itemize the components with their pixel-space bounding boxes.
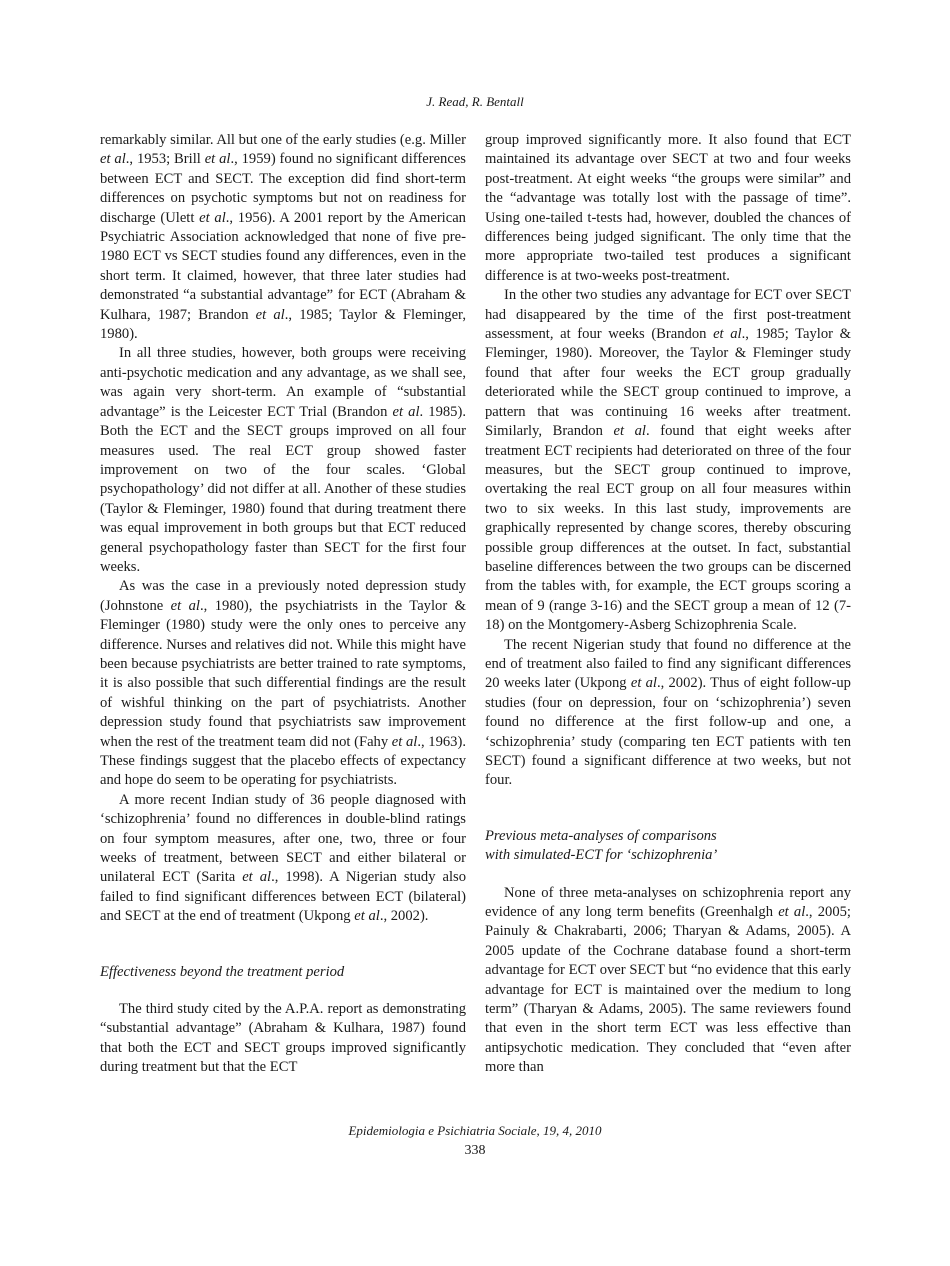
italic-citation: et al <box>392 403 420 420</box>
italic-citation: et al <box>170 597 200 614</box>
paragraph: The recent Nigerian study that found no difference at the end of treatment also failed to find any significant differences 20 weeks later (Ukpong et al., 2002). Thus of eight follow-up studies (four on depression, four on ‘schizophrenia’) seven found no difference at the first follow-up and one, a ‘schizophrenia’ study (comparing ten ECT patients with ten SECT) found a significant difference at two weeks, but not four. <box>485 636 851 789</box>
italic-citation: et al <box>199 209 226 226</box>
italic-citation: et al <box>630 675 657 692</box>
paragraph: In the other two studies any advantage for ECT over SECT had disappeared by the time of the first post-treatment assessment, at four weeks (Brandon et al., 1985; Taylor & Fleminger, 1980). Moreover, the Taylor & Fleminger study found that after four weeks the ECT group gradually deteriorated while the SECT group continued to improve, a pattern that was continuing 16 weeks after treatment. Similarly, Brandon et al. found that eight weeks after treatment ECT recipients had deteriorated on three of the four measures, but the SECT group continued to improve, overtaking the real ECT group on all four measures within two to six weeks. In this last study, improvements are graphically represented by change scores, thereby obscuring possible group differences at the outset. In fact, substantial baseline differences between the two groups can be discerned from the tables with, for example, the ECT groups scoring a mean of 9 (range 3-16) and the SECT group a mean of 12 (7-18) on the Montgomery-Asberg Schizophrenia Scale. <box>485 287 851 634</box>
journal-footer: Epidemiologia e Psichiatria Sociale, 19, 4, 2010 <box>348 1123 602 1138</box>
section-heading-line: Previous meta-analyses of comparisons <box>485 827 717 844</box>
italic-citation: et al <box>613 423 646 440</box>
italic-citation: et al <box>100 151 126 168</box>
left-column <box>100 131 466 1078</box>
italic-citation: et al <box>391 733 418 750</box>
section-heading-line: with simulated-ECT for ‘schizophrenia’ <box>485 847 718 864</box>
paragraph: remarkably similar. All but one of the early studies (e.g. Miller et al., 1953; Brill et al., 1959) found no significant differences between ECT and SECT. The exception did find short-term differences on psychotic symptoms but not on readiness for discharge (Ulett et al., 1956). A 2001 report by the American Psychiatric Association acknowledged that none of five pre-1980 ECT vs SECT studies found any differences, even in the short term. It claimed, however, that three later studies had demonstrated “a substantial advantage” for ECT (Abraham & Kulhara, 1987; Brandon et al., 1985; Taylor & Fleminger, 1980). <box>100 132 466 343</box>
section-heading <box>485 827 851 866</box>
paragraph: group improved significantly more. It also found that ECT maintained its advantage over SECT at two and four weeks post-treatment. At eight weeks “the groups were similar” and the “advantage was totally lost with the passage of time”. Using one-tailed t-tests had, however, doubled the chances of differences being judged significant. The only time that the more appropriate two-tailed test produces a significant difference is at two-weeks post-treatment. <box>485 132 851 284</box>
italic-citation: et al <box>204 151 231 168</box>
paragraph: None of three meta-analyses on schizophrenia report any evidence of any long term benefits (Greenhalgh et al., 2005; Painuly & Chakrabarti, 2006; Tharyan & Adams, 2005). A 2005 update of the Cochrane database found a short-term advantage for ECT over SECT but “no evidence that this early advantage for ECT is maintained over the medium to long term” (Tharyan & Adams, 2005). The same reviewers found that even in the short term ECT was less effective than antipsychotic medication. They concluded that “even after more than <box>485 884 851 1076</box>
paragraph: In all three studies, however, both groups were receiving anti-psychotic medication and any advantage, as we shall see, was again very short-term. An example of “substantial advantage” is the Leicester ECT Trial (Brandon et al. 1985). Both the ECT and the SECT groups improved on all four measures used. The real ECT group showed faster improvement on two of the four scales. ‘Global psychopathology’ did not differ at all. Another of these studies (Taylor & Fleminger, 1980) found that during treatment there was equal improvement in both groups but that ECT reduced general psychopathology faster than SECT for the first four weeks. <box>100 345 466 575</box>
paragraph: As was the case in a previously noted depression study (Johnstone et al., 1980), the psychiatrists in the Taylor & Fleminger (1980) study were the only ones to perceive any difference. Nurses and relatives did not. While this might have been because psychiatrists are better trained to rate symptoms, it is also possible that such differential findings are the result of wishful thinking on the part of psychiatrists. Another depression study found that psychiatrists saw improvement when the rest of the treatment team did not (Fahy et al., 1963). These findings suggest that the placebo effects of expectancy and hope do seem to be operating for psychiatrists. <box>100 578 466 789</box>
paragraph: A more recent Indian study of 36 people diagnosed with ‘schizophrenia’ found no differences in double-blind ratings on four symptom measures, after one, two, three or four weeks of treatment, between SECT and either bilateral or unilateral ECT (Sarita et al., 1998). A Nigerian study also failed to find significant differences between ECT (bilateral) and SECT at the end of treatment (Ukpong et al., 2002). <box>100 791 466 925</box>
page-number: 338 <box>464 1143 486 1158</box>
paragraph: The third study cited by the A.P.A. report as demonstrating “substantial advantage” (Abraham & Kulhara, 1987) found that both the ECT and SECT groups improved significantly during treatment but that the ECT <box>100 1001 466 1076</box>
italic-citation: et al <box>255 306 285 323</box>
section-heading: Effectiveness beyond the treatment period <box>100 963 345 980</box>
running-head: J. Read, R. Bentall <box>426 94 524 109</box>
italic-citation: et al <box>778 904 806 921</box>
italic-citation: et al <box>713 326 742 343</box>
italic-citation: et al <box>354 908 380 925</box>
right-column <box>485 131 851 1078</box>
italic-citation: et al <box>242 869 272 886</box>
